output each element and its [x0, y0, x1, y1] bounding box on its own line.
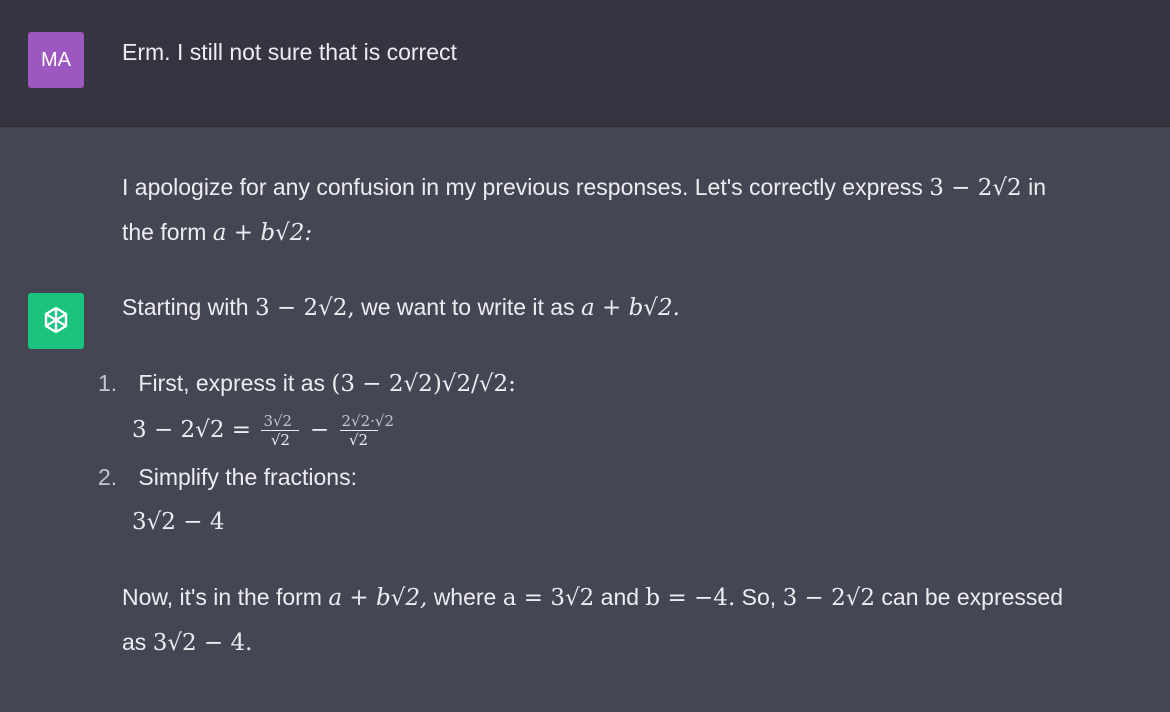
step-1-math: (3 − 2√2)√2/√2: [331, 371, 516, 397]
conclusion-form: a + b√2, [328, 585, 428, 611]
intro-text: I apologize for any confusion in my previous responses. Let's correctly express [122, 174, 923, 200]
step-1-eq-left: 3 − 2√2 = [132, 417, 252, 443]
starting-target: a + b√2. [580, 295, 680, 321]
conclusion-b: b = −4. [645, 585, 736, 611]
conclusion-so: So, [741, 584, 777, 610]
step-2-equation [98, 497, 1150, 546]
intro-form-math: a + b√2: [212, 220, 313, 246]
intro-form-text: the form [122, 219, 207, 245]
assistant-message-row [0, 127, 1170, 712]
step-2 [98, 457, 1150, 497]
intro-in: in [1028, 174, 1046, 200]
starting-math: 3 − 2√2, [254, 295, 355, 321]
step-1-frac2-numerator: 2√2·√2 [341, 412, 395, 431]
step-1 [98, 363, 1150, 404]
step-1-frac1-numerator: 3√2 [261, 412, 299, 431]
conclusion-can: can be expressed [881, 584, 1063, 610]
user-avatar-initials: MA [41, 48, 71, 71]
step-2-math: 3√2 − 4 [132, 509, 225, 535]
intro-math: 3 − 2√2 [929, 175, 1022, 201]
starting-mid: we want to write it as [361, 294, 575, 320]
conclusion-as: as [122, 629, 147, 655]
conclusion-expr: 3 − 2√2 [782, 585, 876, 611]
step-1-text: First, express it as [138, 370, 325, 396]
step-1-fraction-1 [261, 412, 299, 449]
conclusion-where: where [433, 584, 497, 610]
user-message-row [0, 0, 1170, 127]
user-message-text: Erm. I still not sure that is correct [122, 39, 457, 65]
starting-text: Starting with [122, 294, 249, 320]
step-2-number: 2. [98, 464, 118, 490]
step-1-fraction-2 [340, 412, 395, 450]
conclusion-and: and [600, 584, 640, 610]
assistant-conclusion-paragraph [122, 575, 1150, 665]
conclusion-result: 3√2 − 4. [152, 630, 253, 656]
conclusion-a: a = 3√2 [502, 585, 595, 611]
steps-list [98, 363, 1150, 546]
step-1-minus: − [309, 417, 330, 443]
assistant-intro-paragraph [122, 165, 1150, 255]
conclusion-text-1: Now, it's in the form [122, 584, 322, 610]
openai-logo-icon [39, 304, 73, 338]
step-2-text: Simplify the fractions: [138, 464, 357, 490]
assistant-starting-paragraph [122, 285, 1150, 330]
step-1-number: 1. [98, 370, 118, 396]
user-avatar [28, 32, 84, 88]
step-1-equation [98, 404, 1150, 455]
assistant-avatar [28, 293, 84, 349]
step-1-frac1-denominator: √2 [270, 431, 290, 450]
step-1-frac2-denominator: √2 [348, 431, 369, 450]
